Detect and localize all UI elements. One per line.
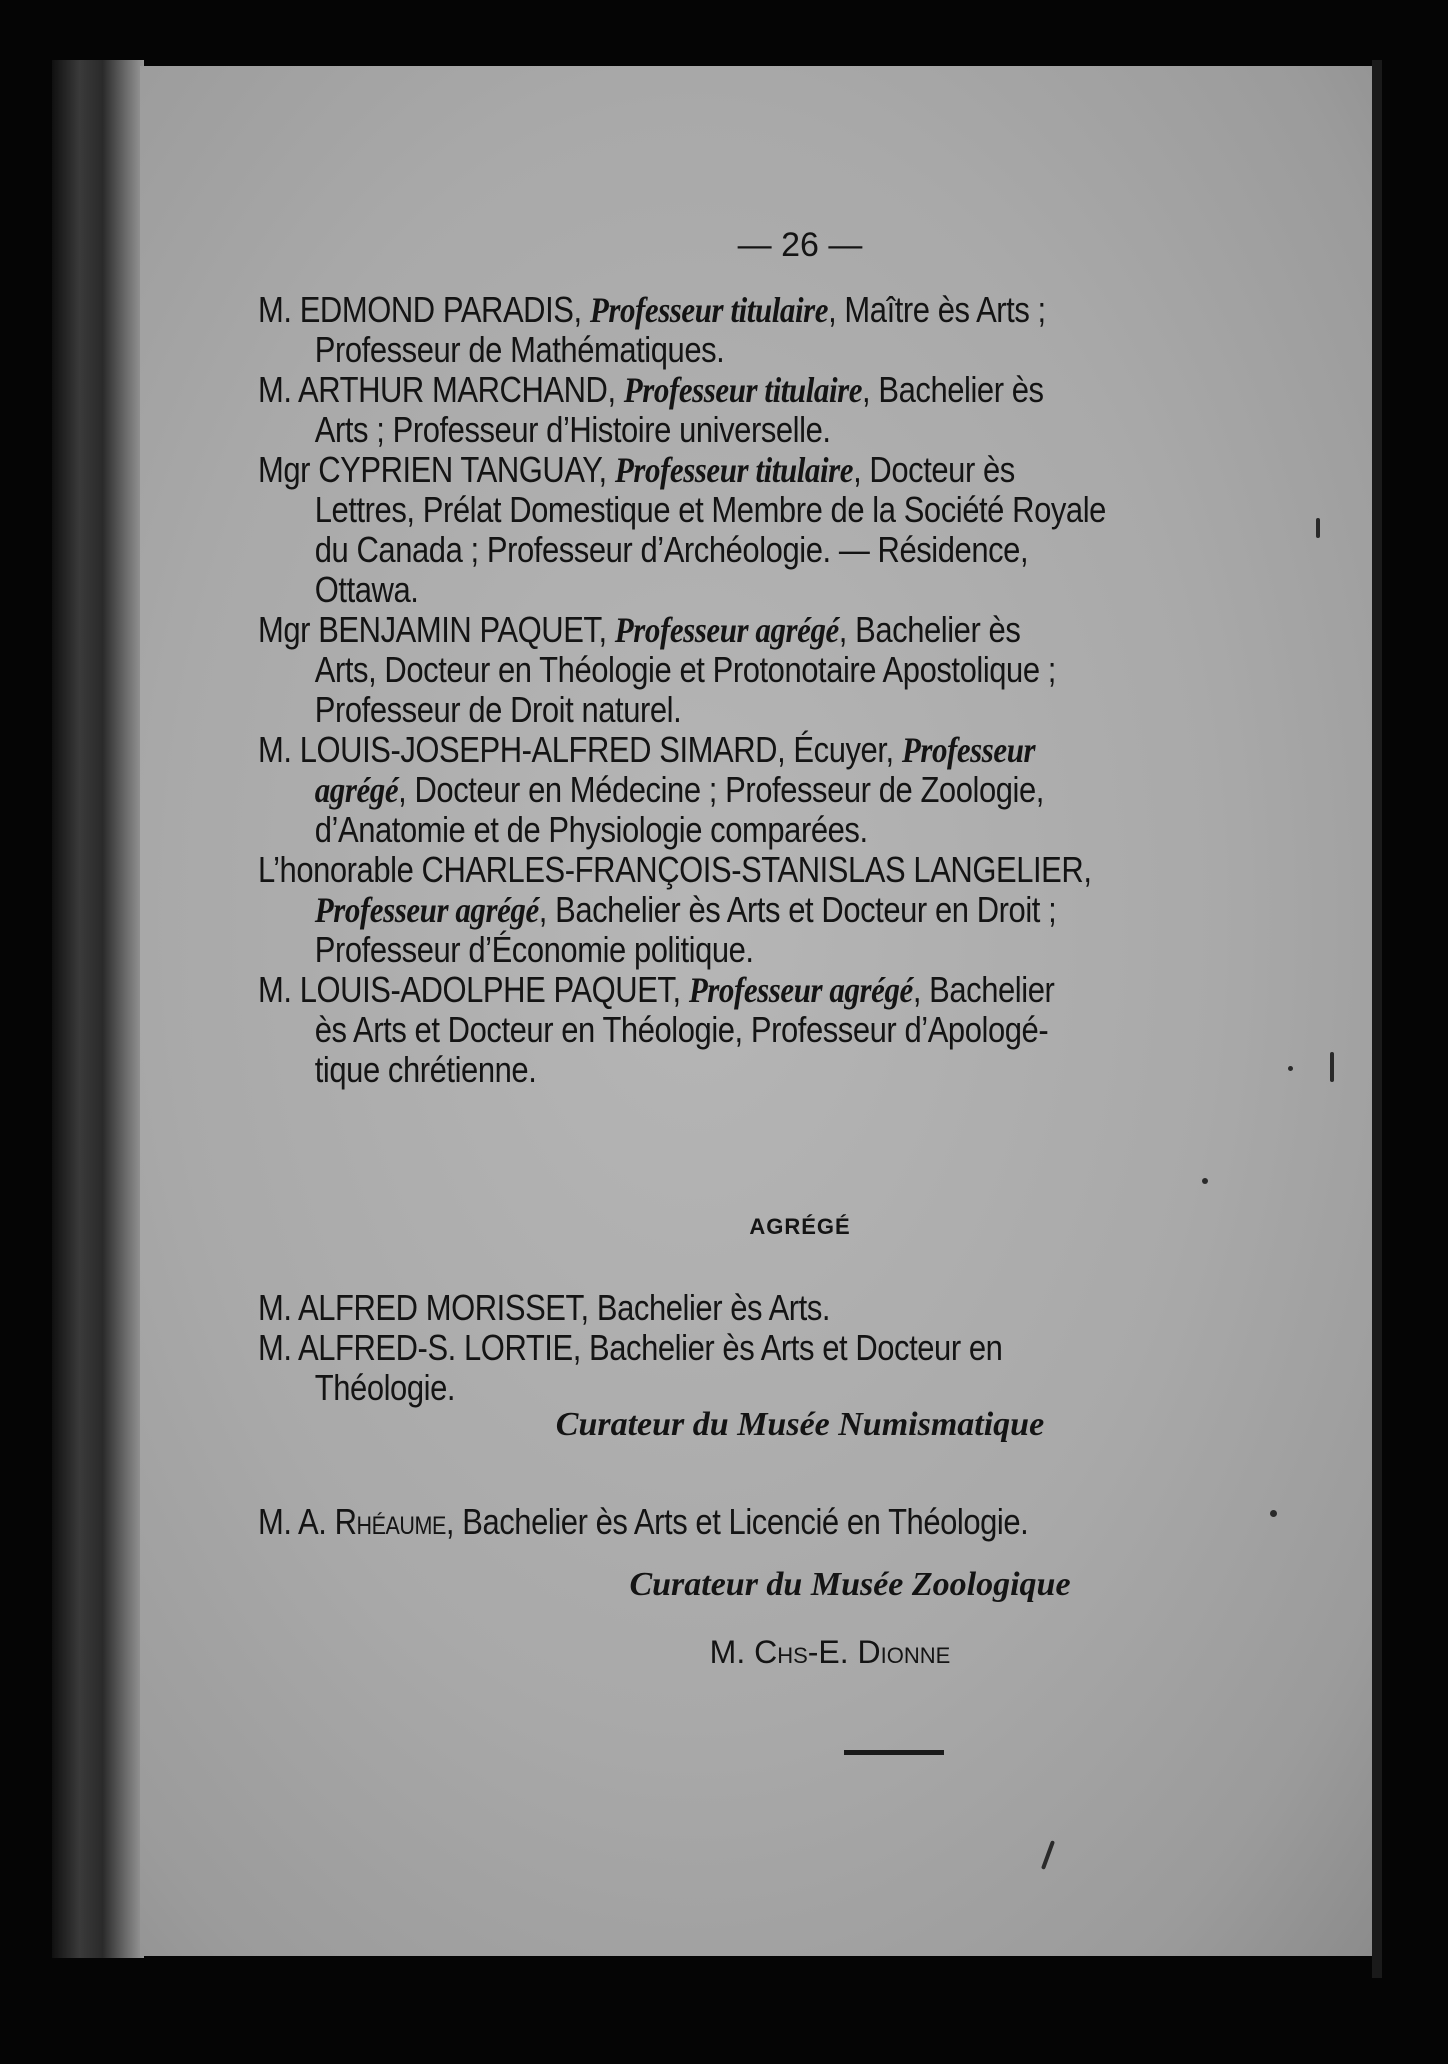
- curator-numismatic-prefix: M. A.: [258, 1501, 335, 1542]
- curator-zoological-heading: Curateur du Musée Zoologique: [629, 1566, 1071, 1603]
- entry-1-line-1: [258, 290, 1046, 330]
- entry-2-line-2: Arts ; Professeur d’Histoire universelle.: [314, 409, 831, 450]
- entry-1-degree: , Maître ès Arts ;: [828, 289, 1046, 330]
- entry-3-degree: , Docteur ès: [853, 449, 1015, 490]
- entry-1-name: M. EDMOND PARADIS,: [258, 289, 590, 330]
- scan-speck: [1288, 1066, 1293, 1071]
- entry-7-rank: Professeur agrégé: [688, 970, 913, 1010]
- entry-5-rank: Professeur: [901, 730, 1036, 770]
- entry-7-name: M. LOUIS-ADOLPHE PAQUET,: [258, 969, 689, 1010]
- book-page: [140, 66, 1372, 1956]
- entry-1-line-2: Professeur de Mathématiques.: [314, 329, 725, 370]
- entry-6-line-2: [258, 890, 1056, 930]
- page-right-edge: [1372, 60, 1382, 1978]
- entry-4-line-3: Professeur de Droit naturel.: [314, 689, 682, 730]
- entry-5-rank-cont: agrégé: [314, 770, 399, 810]
- entry-5-degree: , Docteur en Médecine ; Professeur de Zoologie,: [398, 769, 1044, 810]
- book-spine-shadow: [52, 60, 144, 1958]
- scan-mark: [1330, 1052, 1334, 1082]
- entry-5-line-3: d’Anatomie et de Physiologie comparées.: [314, 809, 868, 850]
- scan-mark: [1041, 1840, 1055, 1870]
- entry-1-rank: Professeur titulaire: [589, 290, 829, 330]
- entry-4-line-2: Arts, Docteur en Théologie et Protonotaire Apostolique ;: [314, 649, 1056, 690]
- scan-speck: [1202, 1178, 1208, 1184]
- entry-5-line-1: [258, 730, 1035, 770]
- entry-3-name: Mgr CYPRIEN TANGUAY,: [258, 449, 615, 490]
- entry-3-line-1: [258, 450, 1015, 490]
- entry-5-name: M. LOUIS-JOSEPH-ALFRED SIMARD, Écuyer,: [258, 729, 902, 770]
- agrege-entry-2-line-1: M. ALFRED-S. LORTIE, Bachelier ès Arts et Docteur en: [258, 1327, 1003, 1368]
- entry-2-line-1: [258, 370, 1044, 410]
- entry-5-line-2: [258, 770, 1044, 810]
- agrege-entry-2-line-2: Théologie.: [314, 1367, 456, 1408]
- entry-4-name: Mgr BENJAMIN PAQUET,: [258, 609, 615, 650]
- entry-2-rank: Professeur titulaire: [623, 370, 863, 410]
- entry-6-degree: , Bachelier ès Arts et Docteur en Droit ;: [538, 889, 1057, 930]
- entry-4-line-1: [258, 610, 1020, 650]
- page-number: — 26 —: [737, 226, 863, 264]
- curator-numismatic-surname: Rhéaume: [334, 1501, 446, 1542]
- scan-mark: [1316, 518, 1320, 538]
- entry-7-line-3: tique chrétienne.: [314, 1049, 537, 1090]
- entry-3-line-3: du Canada ; Professeur d’Archéologie. — Résidence,: [314, 529, 1029, 570]
- entry-6-name: L’honorable CHARLES-FRANÇOIS-STANISLAS LANGELIER,: [258, 849, 1092, 890]
- curator-zoological-name: [570, 1634, 1090, 1671]
- curator-numismatic-heading: Curateur du Musée Numismatique: [555, 1406, 1045, 1443]
- entry-3-line-4: Ottawa.: [314, 569, 419, 610]
- entry-2-name: M. ARTHUR MARCHAND,: [258, 369, 624, 410]
- curator-zoological-surname: Chs-E. Dionne: [754, 1634, 951, 1670]
- entry-2-degree: , Bachelier ès: [862, 369, 1044, 410]
- entry-7-line-2: ès Arts et Docteur en Théologie, Professeur d’Apologé-: [314, 1009, 1049, 1050]
- curator-numismatic-line: [258, 1502, 1028, 1542]
- entry-3-line-2: Lettres, Prélat Domestique et Membre de la Société Royale: [314, 489, 1106, 530]
- entry-4-degree: , Bachelier ès: [838, 609, 1021, 650]
- entry-7-line-1: [258, 970, 1054, 1010]
- entry-4-rank: Professeur agrégé: [614, 610, 839, 650]
- end-rule: [844, 1750, 944, 1755]
- entry-6-line-3: Professeur d’Économie politique.: [314, 929, 754, 970]
- entry-7-degree: , Bachelier: [912, 969, 1055, 1010]
- section-heading-agrege: AGRÉGÉ: [749, 1214, 851, 1239]
- scan-speck: [1270, 1510, 1277, 1517]
- agrege-entry-1: M. ALFRED MORISSET, Bachelier ès Arts.: [258, 1287, 831, 1328]
- entry-6-rank: Professeur agrégé: [314, 890, 539, 930]
- curator-zoological-prefix: M.: [709, 1634, 755, 1670]
- curator-numismatic-degree: , Bachelier ès Arts et Licencié en Théologie.: [445, 1501, 1029, 1542]
- entry-6-line-1: [258, 850, 1092, 890]
- entry-3-rank: Professeur titulaire: [614, 450, 854, 490]
